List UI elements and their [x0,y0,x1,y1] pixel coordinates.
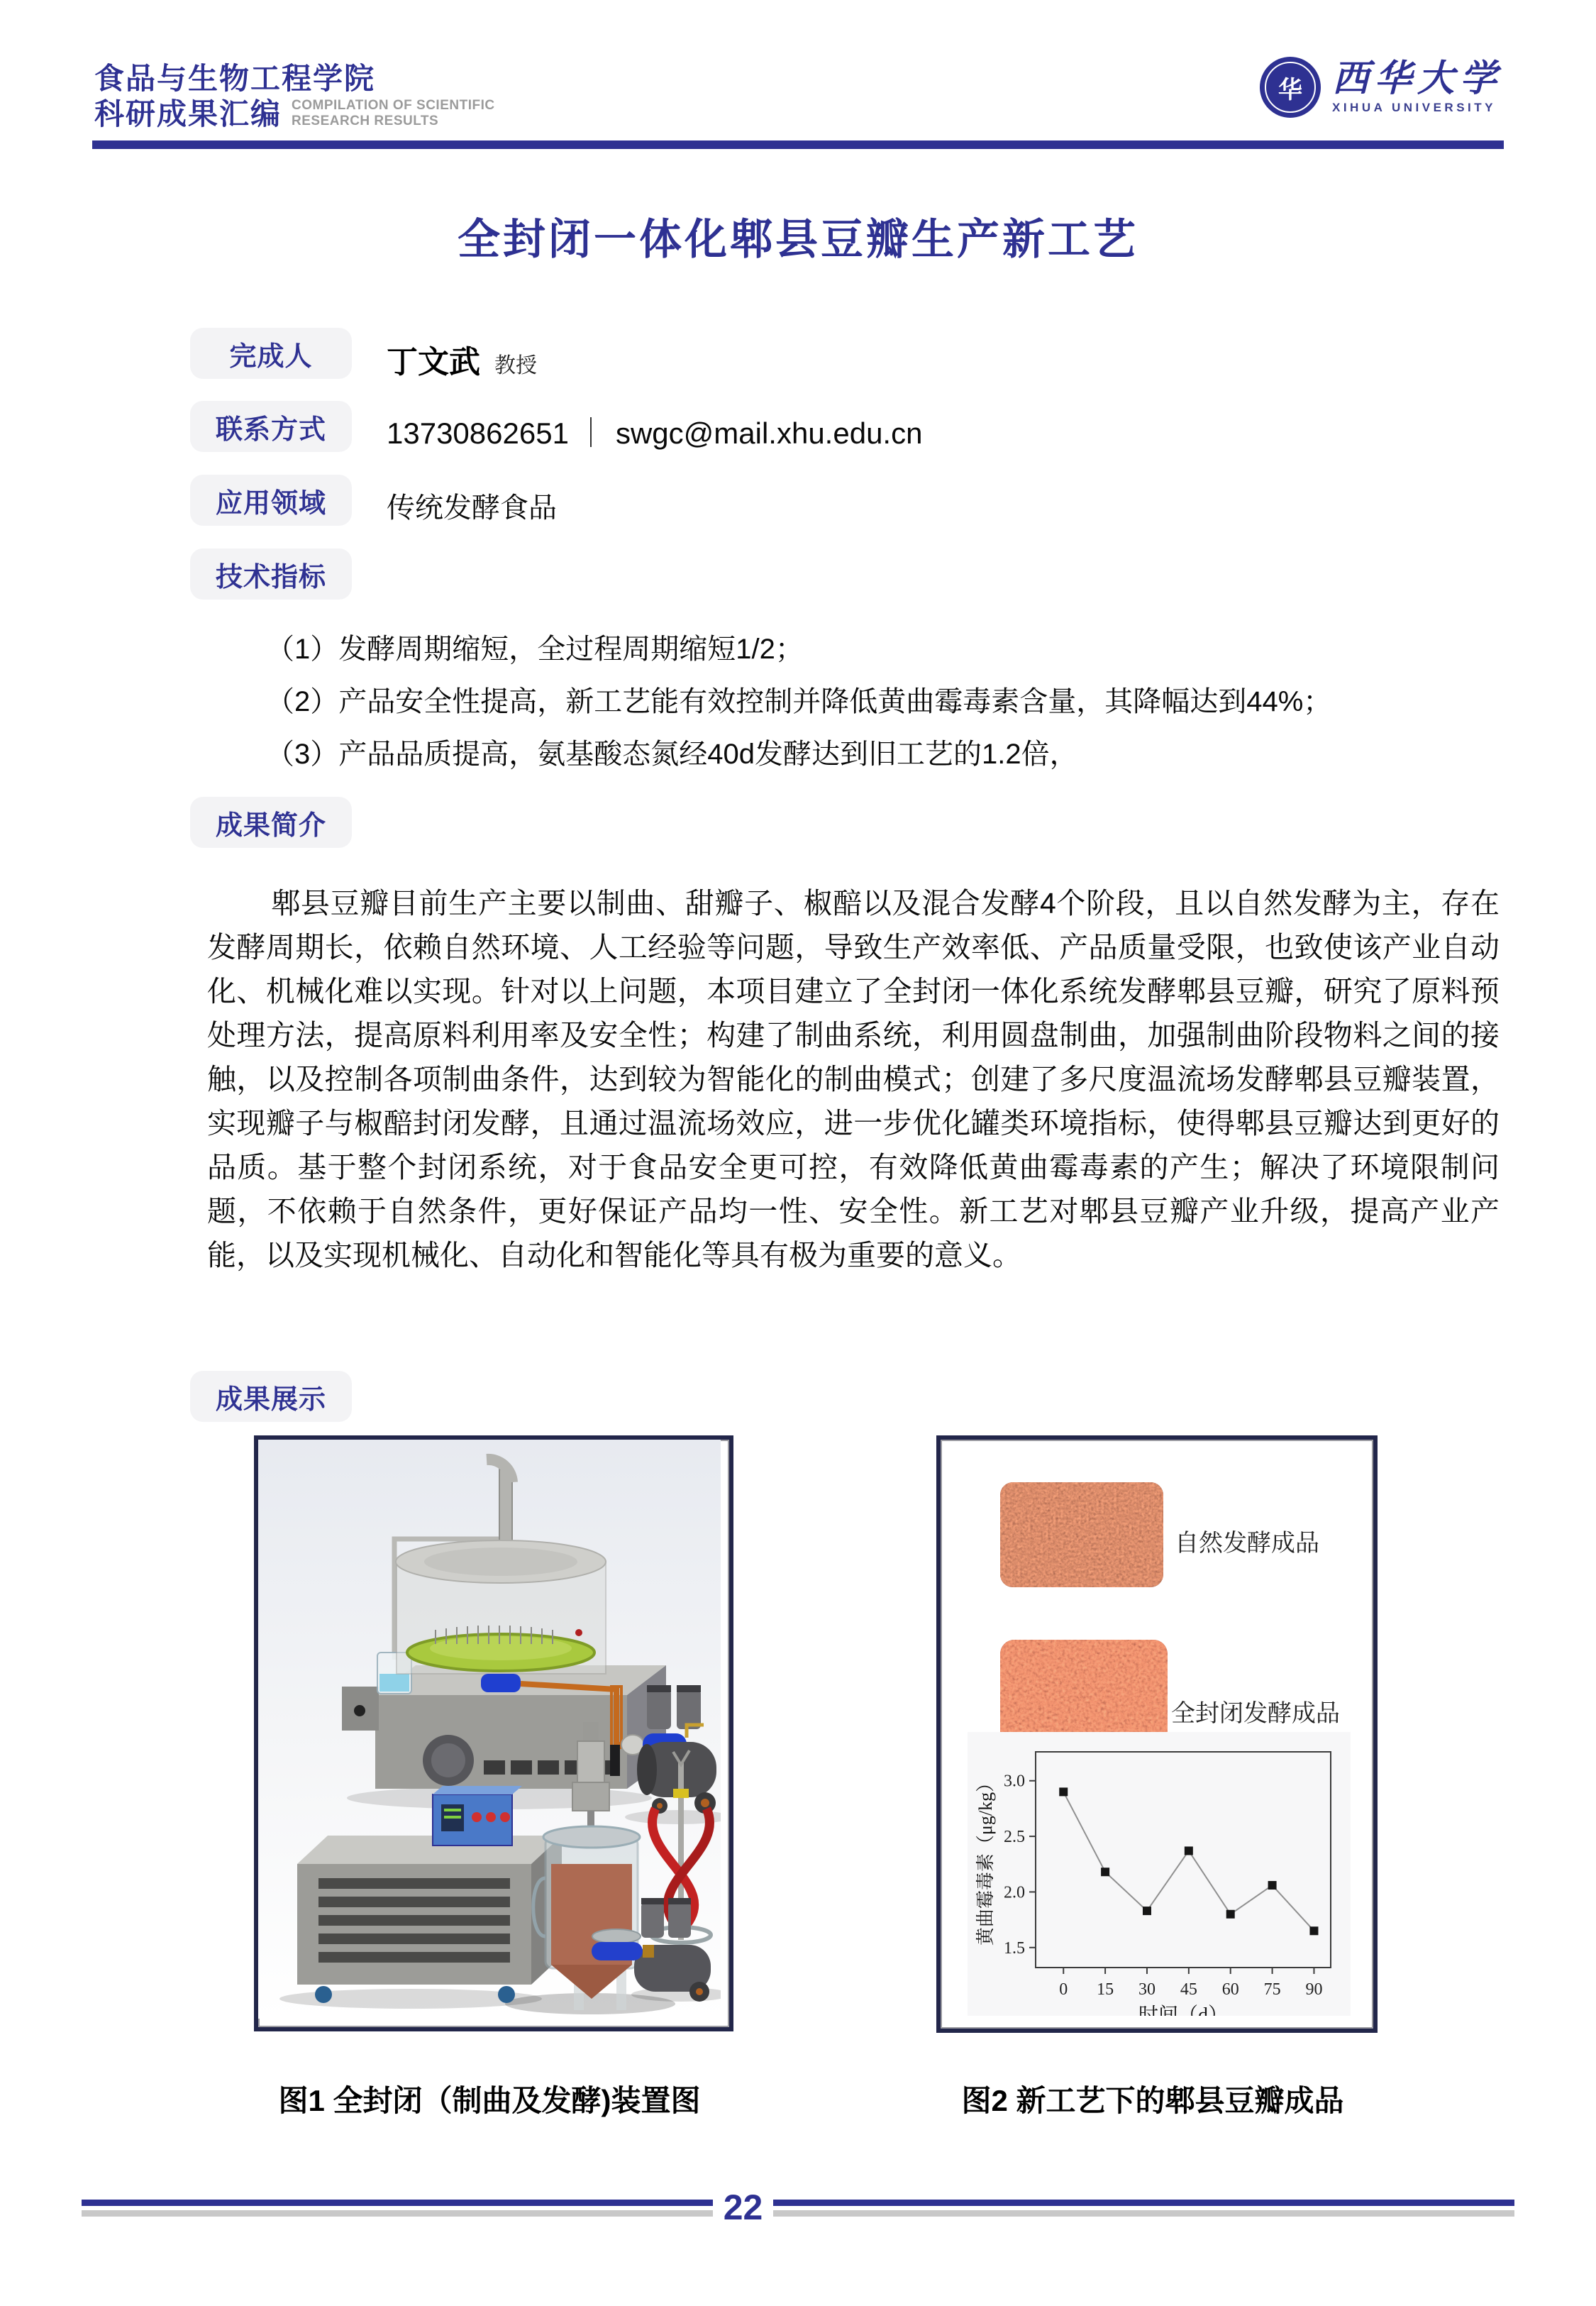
label-showcase: 成果展示 [190,1371,352,1422]
college-name: 食品与生物工程学院 [94,62,376,95]
header-divider-bar [92,140,1504,149]
svg-text:45: 45 [1180,1980,1197,1999]
contact-phone: 13730862651 [387,416,569,450]
page-title: 全封闭一体化郫县豆瓣生产新工艺 [458,216,1138,263]
photo1-label: 自然发酵成品 [1175,1530,1319,1557]
indicator-item: （2）产品安全性提高，新工艺能有效控制并降低黄曲霉毒素含量，其降幅达到44%； [266,686,1332,717]
svg-text:75: 75 [1263,1980,1281,1999]
svg-text:2.5: 2.5 [1004,1828,1025,1847]
label-application-field: 应用领域 [190,475,352,526]
page-footer [0,2187,1596,2244]
header-college-block [94,61,495,132]
contact-separator: ｜ [575,416,606,450]
figure1-caption: 图1 全封闭（制曲及发酵)装置图 [278,2084,701,2117]
svg-text:60: 60 [1221,1980,1239,1999]
university-name-en: XIHUA UNIVERSITY [1331,101,1496,114]
contact-value [387,410,922,453]
figure2-caption: 图2 新工艺下的郫县豆瓣成品 [961,2084,1344,2117]
svg-text:0: 0 [1059,1980,1068,1999]
svg-text:90: 90 [1305,1980,1323,1999]
contact-email: swgc@mail.xhu.edu.cn [615,416,923,450]
aflatoxin-chart [968,1732,1351,2016]
photo-natural-fermentation [1000,1482,1163,1587]
label-summary: 成果简介 [190,797,352,848]
svg-text:时间（d）: 时间（d） [1138,2004,1229,2016]
label-contact: 联系方式 [190,401,352,452]
svg-text:30: 30 [1138,1980,1156,1999]
compilation-title-en: COMPILATION OF SCIENTIFIC RESEARCH RESULTS [292,98,495,128]
summary-paragraph: 郫县豆瓣目前生产主要以制曲、甜瓣子、椒醅以及混合发酵4个阶段，且以自然发酵为主，存在发酵周期长，依赖自然环境、人工经验等问题，导致生产效率低、产品质量受限，也致使该产业自动化、机械化难以实现。针对以上问题，本项目建立了全封闭一体化系统发酵郫县豆瓣，研究了原料预处理方法，提高原料利用率及安全性；构建了制曲系统，利用圆盘制曲，加强制曲阶段物料之间的接触，以及控制各项制曲条件，达到较为智能化的制曲模式；创建了多尺度温流场发酵郫县豆瓣装置，实现瓣子与椒醅封闭发酵，且通过温流场效应，进一步优化罐类环境指标，使得郫县豆瓣达到更好的品质。基于整个封闭系统，对于食品安全更可控，有效降低黄曲霉毒素的产生；解决了环境限制问题，不依赖于自然条件，更好保证产品均一性、安全性。新工艺对郫县豆瓣产业升级，提高产业产能，以及实现机械化、自动化和智能化等具有极为重要的意义。 [207,887,1500,1271]
indicator-item: （1）发酵周期缩短，全过程周期缩短1/2； [266,634,804,665]
svg-text:2.0: 2.0 [1004,1883,1025,1902]
aflatoxin-line-chart [968,1732,1351,2016]
completer-value [387,336,537,382]
university-seal-icon: 华 [1260,57,1321,118]
figure1-equipment-image [258,1440,721,2019]
photo2-label: 全封闭发酵成品 [1171,1700,1340,1727]
svg-text:黄曲霉毒素（μg/kg）: 黄曲霉毒素（μg/kg） [975,1773,996,1946]
footer-rule-left [82,2200,713,2217]
technical-indicators-list [266,623,1500,780]
page-number: 22 [723,2188,763,2227]
university-logo [1260,57,1502,118]
footer-rule-right [773,2200,1514,2217]
svg-text:3.0: 3.0 [1004,1772,1025,1791]
svg-text:1.5: 1.5 [1004,1938,1025,1958]
svg-text:15: 15 [1097,1980,1114,1999]
compilation-title: 科研成果汇编 [94,97,282,131]
university-name-cn: 西华大学 [1331,59,1502,99]
application-field-value: 传统发酵食品 [387,492,557,524]
completer-name: 丁文武 [387,345,480,380]
indicator-item: （3）产品品质提高，氨基酸态氮经40d发酵达到旧工艺的1.2倍， [266,739,1078,770]
figure2-frame [936,1435,1378,2033]
completer-title: 教授 [494,354,537,377]
label-technical-indicators: 技术指标 [190,548,352,600]
figure1-frame [254,1435,733,2031]
label-completer: 完成人 [190,328,352,379]
